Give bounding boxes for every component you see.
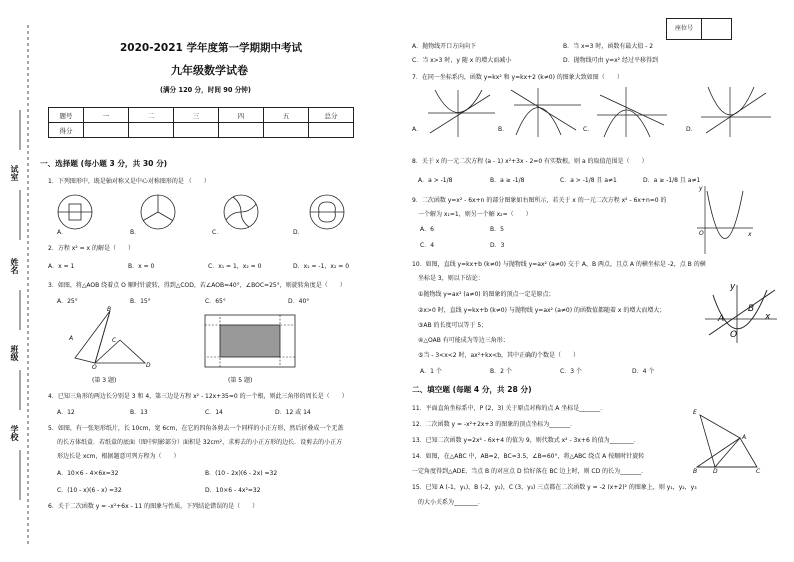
- q7-graphs: [420, 85, 794, 140]
- q4-opt-a: A．12: [57, 409, 75, 416]
- q9-opt-d: D．3: [490, 242, 505, 249]
- q1-opt-c: C．: [212, 229, 223, 236]
- q9-origin: O: [699, 230, 704, 237]
- q12-text: 12．二次函数 y = -x²+2x+3 的图象的顶点坐标为_______．: [412, 421, 577, 428]
- q10-text-line2: 坐标是 3，则以下结论：: [418, 275, 484, 282]
- q14-text-line2: 一定角度得到△ADE，当点 B 的对应点 D 恰好落在 BC 边上时，则 CD 的长为_______．: [412, 468, 648, 475]
- q3-opt-b: B．15°: [130, 298, 151, 305]
- q14-label-d: D: [713, 468, 718, 475]
- score-cell[interactable]: [219, 123, 264, 138]
- q8-opt-b: B．a ≥ -1/8: [490, 177, 525, 184]
- q10-statement-5: ⑤当 - 3<x<2 时，ax²+kx<b，其中正确的个数是（ ）: [418, 352, 580, 359]
- q7-text: 7．在同一坐标系内，函数 y=kx² 和 y=kx+2 (k≠0) 的图象大致如图（ ）: [412, 74, 623, 81]
- q1-fig-b: [141, 195, 175, 229]
- sidebar-exam-room: 试室: [10, 165, 19, 181]
- q2-opt-b: B．x = 0: [128, 263, 155, 270]
- q14-label-a: A: [742, 434, 747, 441]
- section-2-title: 二、填空题 (每题 4 分，共 28 分): [412, 385, 532, 394]
- fig3-label-d: D: [146, 362, 151, 369]
- q2-opt-c: C．x₁ = 1，x₂ = 0: [208, 263, 262, 270]
- q9-axis-y: y: [699, 185, 703, 192]
- q10-statement-3: ③AB 的长度可以等于 5；: [418, 322, 488, 329]
- q14-label-b: B: [693, 468, 698, 475]
- score-cell: 得分: [49, 123, 84, 138]
- fig3-label-o: O: [92, 364, 97, 371]
- q15-text-line2: 的大小关系为________．: [418, 499, 485, 506]
- sidebar-name: 姓名: [10, 258, 19, 274]
- q3-opt-c: C．65°: [205, 298, 226, 305]
- q2-text: 2．方程 x² = x 的解是（ ）: [48, 245, 134, 252]
- q1-text: 1．下列图形中，既是轴对称又是中心对称图形的是 （ ）: [48, 178, 210, 185]
- q5-text-line3: 形边长是 xcm，根据题意可列方程为（ ）: [57, 453, 180, 460]
- q5-opt-d: D．10×6 - 4x²=32: [205, 487, 261, 494]
- q9-graph: [695, 186, 755, 256]
- q4-opt-d: D．12 或 14: [275, 409, 311, 416]
- score-cell[interactable]: [129, 123, 174, 138]
- q7-graph-d: [701, 87, 771, 137]
- q8-opt-a: A．a > -1/8: [418, 177, 453, 184]
- q10-axis-x: x: [765, 312, 771, 322]
- q5-text-line2: 的长方体纸盒．若纸盒的底面（图中阴影部分）面积是 32cm²，求剪去的小正方形的边长．设剪去的小正方: [57, 439, 343, 446]
- q4-text: 4．已知三角形的两边长分别是 3 和 4，第三边是方程 x² - 12x+35=0 的一个根，则此三角形的周长是（ ）: [48, 393, 348, 400]
- q6-text: 6．关于二次函数 y = -x²+6x - 11 的图象与性质，下列结论错误的是（ ）: [48, 503, 259, 510]
- q8-text: 8．关于 x 的一元二次方程 (a - 1) x²+3x - 2=0 有实数根，则 a 的取值范围是（ ）: [412, 158, 648, 165]
- q7-opt-b: B．: [498, 126, 509, 133]
- q9-opt-a: A．6: [420, 226, 434, 233]
- q4-opt-b: B．13: [130, 409, 148, 416]
- q6-opt-b: B．当 x=3 时，函数有最大值 - 2: [563, 43, 654, 50]
- q3-figure: [70, 308, 180, 373]
- score-cell: 五: [264, 108, 309, 123]
- q15-text-line1: 15．已知 A (-1，y₁)，B (-2，y₂)，C (3，y₃) 三点都在二次函数 y = -2 (x+2)² 的图象上，则 y₁，y₂，y₃: [412, 484, 697, 491]
- q11-text: 11．平面直角坐标系中，P (2，3) 关于原点对称的点 A 坐标是_______．: [412, 405, 607, 412]
- q9-text-line2: 一个解为 x₁=1，则另一个解 x₂=（ ）: [418, 211, 532, 218]
- q1-figures: [55, 192, 385, 232]
- q6-opt-a: A．抛物线开口方向向下: [412, 43, 477, 50]
- q6-opt-d: D．抛物线可由 y=x² 经过平移得到: [563, 57, 658, 64]
- q10-graph: [705, 285, 785, 345]
- score-cell: 四: [219, 108, 264, 123]
- score-cell[interactable]: [264, 123, 309, 138]
- exam-note: (满分 120 分，时间 90 分钟): [160, 86, 251, 94]
- q1-fig-a: [58, 195, 92, 229]
- q10-label-a: A: [718, 314, 725, 324]
- score-table: [48, 107, 354, 138]
- q7-graph-a: [428, 90, 495, 137]
- score-table-header-row: [49, 108, 354, 123]
- q7-opt-a: A．: [412, 126, 423, 133]
- section-1-title: 一、选择题 (每小题 3 分，共 30 分): [40, 159, 168, 168]
- fig3-label-a: A: [69, 335, 74, 342]
- q7-opt-c: C．: [583, 126, 594, 133]
- q9-opt-c: C．4: [420, 242, 435, 249]
- q1-opt-b: B．: [130, 229, 141, 236]
- q1-fig-d: [310, 195, 344, 229]
- q7-graph-c: [597, 87, 667, 137]
- q10-text-line1: 10．如图，直线 y=kx+b (k≠0) 与抛物线 y=ax² (a≠0) 交于 A，B 两点，且点 A 的横坐标是 -2，点 B 的横: [412, 261, 706, 268]
- fig3-label-c: C: [112, 337, 117, 344]
- q10-label-b: B: [748, 304, 755, 314]
- q7-graph-b: [511, 88, 581, 137]
- score-cell: 二: [129, 108, 174, 123]
- q14-text-line1: 14．如图，在△ABC 中，AB=2，BC=3.5，∠B=60°，将△ABC 绕点 A 按顺时针旋转: [412, 453, 645, 460]
- q9-opt-b: B．5: [490, 226, 504, 233]
- q9-text-line1: 9．二次函数 y=x² - 6x+n 的部分图象如右图所示，若关于 x 的一元二次方程 x² - 6x+n=0 的: [412, 197, 667, 204]
- q10-origin: O: [730, 330, 738, 340]
- q5-opt-c: C．(10 - x)(6 - x) =32: [57, 487, 122, 494]
- q3-text: 3．如图，将△AOB 绕着点 O 顺时针旋转，得到△COD，若∠AOB=40°，∠BOC=25°，则旋转角度是（ ）: [48, 282, 346, 289]
- fig5-caption: (第 5 题): [228, 377, 253, 384]
- q14-figure: [695, 412, 765, 472]
- seat-label: 座位号: [667, 19, 702, 39]
- q6-opt-c: C．当 x>3 时，y 随 x 的增大而减小: [412, 57, 512, 64]
- q8-opt-c: C．a > -1/8 且 a≠1: [560, 177, 617, 184]
- q1-fig-c: [224, 195, 258, 229]
- q5-text-line1: 5．如图，有一张矩形纸片，长 10cm，宽 6cm，在它的四角各剪去一个同样的小正方形，然后折叠成一个无盖: [48, 425, 344, 432]
- fig3-caption: (第 3 题): [92, 377, 117, 384]
- q10-opt-c: C．3 个: [560, 368, 582, 375]
- sidebar-school: 学校: [10, 425, 19, 441]
- score-cell[interactable]: [84, 123, 129, 138]
- score-cell: 一: [84, 108, 129, 123]
- exam-subtitle: 九年级数学试卷: [171, 64, 248, 77]
- q10-statement-4: ④△OAB 有可能成为等边三角形；: [418, 337, 509, 344]
- score-table-score-row: [49, 123, 354, 138]
- q2-opt-a: A．x = 1: [48, 263, 75, 270]
- q14-label-c: C: [756, 468, 761, 475]
- q3-opt-d: D．40°: [288, 298, 310, 305]
- q7-opt-d: D．: [686, 126, 697, 133]
- q3-opt-a: A．25°: [57, 298, 78, 305]
- q8-opt-d: D．a ≥ -1/8 且 a≠1: [643, 177, 701, 184]
- score-cell[interactable]: [174, 123, 219, 138]
- exam-title: 2020-2021 学年度第一学期期中考试: [120, 42, 302, 54]
- score-cell: 题号: [49, 108, 84, 123]
- q10-axis-y: y: [730, 282, 736, 292]
- q2-opt-d: D．x₁ = -1，x₂ = 0: [293, 263, 350, 270]
- q10-opt-a: A．1 个: [420, 368, 442, 375]
- score-cell[interactable]: [309, 123, 354, 138]
- q5-opt-a: A．10×6 - 4×6x=32: [57, 470, 119, 477]
- q10-statement-2: ②x>0 时，直线 y=kx+b (k≠0) 与抛物线 y=ax² (a≠0) 的函数值都随着 x 的增大而增大；: [418, 307, 666, 314]
- q9-axis-x: x: [748, 231, 752, 238]
- sidebar-class: 班级: [10, 345, 19, 361]
- q10-opt-b: B．2 个: [490, 368, 512, 375]
- q10-statement-1: ①抛物线 y=ax² (a≠0) 的图象的顶点一定是原点；: [418, 291, 555, 298]
- q4-opt-c: C．14: [205, 409, 223, 416]
- score-cell: 总分: [309, 108, 354, 123]
- q5-opt-b: B．(10 - 2x)(6 - 2x) =32: [205, 470, 278, 477]
- q10-opt-d: D．4 个: [632, 368, 655, 375]
- fig3-label-b: B: [107, 306, 112, 313]
- score-cell: 三: [174, 108, 219, 123]
- q14-label-e: E: [693, 409, 697, 416]
- q1-opt-d: D．: [293, 229, 304, 236]
- q13-text: 13．已知二次函数 y=2x² - 6x+4 的值为 9，则代数式 x² - 3x+6 的值为________．: [412, 437, 640, 444]
- q5-figure: [205, 315, 315, 375]
- q1-opt-a: A．: [57, 229, 68, 236]
